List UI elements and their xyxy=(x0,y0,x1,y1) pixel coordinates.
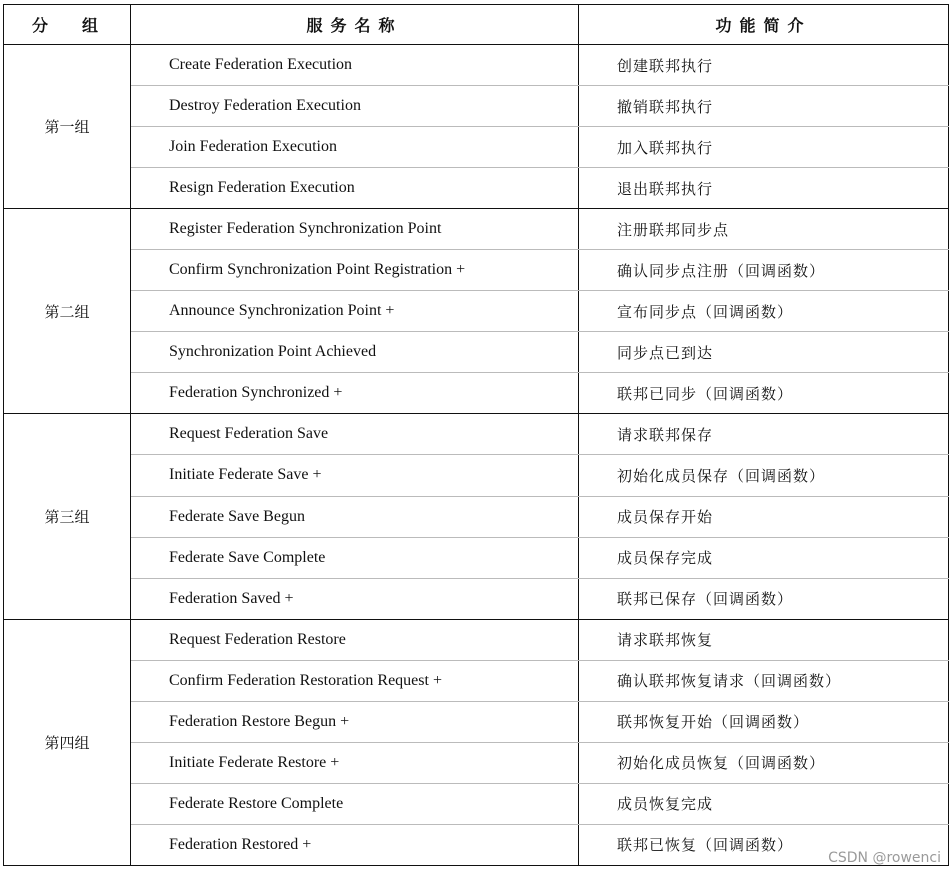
federation-services-table xyxy=(3,4,949,866)
service-name-cell: Destroy Federation Execution xyxy=(131,86,579,127)
service-name-cell: Federation Restored + xyxy=(131,824,579,865)
description-cell: 请求联邦恢复 xyxy=(579,619,949,660)
table-row xyxy=(4,783,949,824)
table-row xyxy=(4,414,949,455)
table-row xyxy=(4,578,949,619)
description-cell: 初始化成员保存（回调函数） xyxy=(579,455,949,496)
service-name-cell: Request Federation Save xyxy=(131,414,579,455)
table-row xyxy=(4,455,949,496)
description-cell: 确认同步点注册（回调函数） xyxy=(579,250,949,291)
service-name-cell: Initiate Federate Restore + xyxy=(131,742,579,783)
table-row xyxy=(4,209,949,250)
description-cell: 成员保存完成 xyxy=(579,537,949,578)
watermark: CSDN @rowenci xyxy=(828,850,941,866)
description-cell: 创建联邦执行 xyxy=(579,45,949,86)
service-name-cell: Confirm Synchronization Point Registration + xyxy=(131,250,579,291)
header-group: 分 组 xyxy=(4,5,131,45)
service-name-cell: Federation Restore Begun + xyxy=(131,701,579,742)
description-cell: 联邦恢复开始（回调函数） xyxy=(579,701,949,742)
description-cell: 加入联邦执行 xyxy=(579,127,949,168)
service-name-cell: Federate Restore Complete xyxy=(131,783,579,824)
table-row xyxy=(4,291,949,332)
table-row xyxy=(4,742,949,783)
table-header-row xyxy=(4,5,949,45)
group-label: 第四组 xyxy=(4,619,131,865)
service-name-cell: Federate Save Begun xyxy=(131,496,579,537)
service-name-cell: Initiate Federate Save + xyxy=(131,455,579,496)
description-cell: 退出联邦执行 xyxy=(579,168,949,209)
description-cell: 成员保存开始 xyxy=(579,496,949,537)
table-row xyxy=(4,127,949,168)
table-row xyxy=(4,496,949,537)
service-name-cell: Join Federation Execution xyxy=(131,127,579,168)
description-cell: 同步点已到达 xyxy=(579,332,949,373)
table-row xyxy=(4,701,949,742)
table-row xyxy=(4,45,949,86)
service-name-cell: Register Federation Synchronization Point xyxy=(131,209,579,250)
description-cell: 成员恢复完成 xyxy=(579,783,949,824)
service-name-cell: Resign Federation Execution xyxy=(131,168,579,209)
table-body xyxy=(4,45,949,866)
description-cell: 联邦已保存（回调函数） xyxy=(579,578,949,619)
description-cell: 请求联邦保存 xyxy=(579,414,949,455)
table-row xyxy=(4,86,949,127)
table-row xyxy=(4,619,949,660)
service-name-cell: Create Federation Execution xyxy=(131,45,579,86)
service-name-cell: Confirm Federation Restoration Request + xyxy=(131,660,579,701)
table-row xyxy=(4,537,949,578)
header-description: 功能简介 xyxy=(579,5,949,45)
group-label: 第三组 xyxy=(4,414,131,619)
description-cell: 联邦已恢复（回调函数） xyxy=(579,824,949,865)
description-cell: 联邦已同步（回调函数） xyxy=(579,373,949,414)
description-cell: 确认联邦恢复请求（回调函数） xyxy=(579,660,949,701)
service-name-cell: Federation Synchronized + xyxy=(131,373,579,414)
service-name-cell: Request Federation Restore xyxy=(131,619,579,660)
table-row xyxy=(4,660,949,701)
group-label: 第一组 xyxy=(4,45,131,209)
service-name-cell: Federation Saved + xyxy=(131,578,579,619)
service-name-cell: Federate Save Complete xyxy=(131,537,579,578)
group-label: 第二组 xyxy=(4,209,131,414)
description-cell: 撤销联邦执行 xyxy=(579,86,949,127)
table-row xyxy=(4,332,949,373)
description-cell: 宣布同步点（回调函数） xyxy=(579,291,949,332)
table-row xyxy=(4,168,949,209)
header-service-name: 服务名称 xyxy=(131,5,579,45)
description-cell: 注册联邦同步点 xyxy=(579,209,949,250)
service-name-cell: Announce Synchronization Point + xyxy=(131,291,579,332)
service-name-cell: Synchronization Point Achieved xyxy=(131,332,579,373)
table-row xyxy=(4,824,949,865)
table-row xyxy=(4,373,949,414)
description-cell: 初始化成员恢复（回调函数） xyxy=(579,742,949,783)
table-row xyxy=(4,250,949,291)
